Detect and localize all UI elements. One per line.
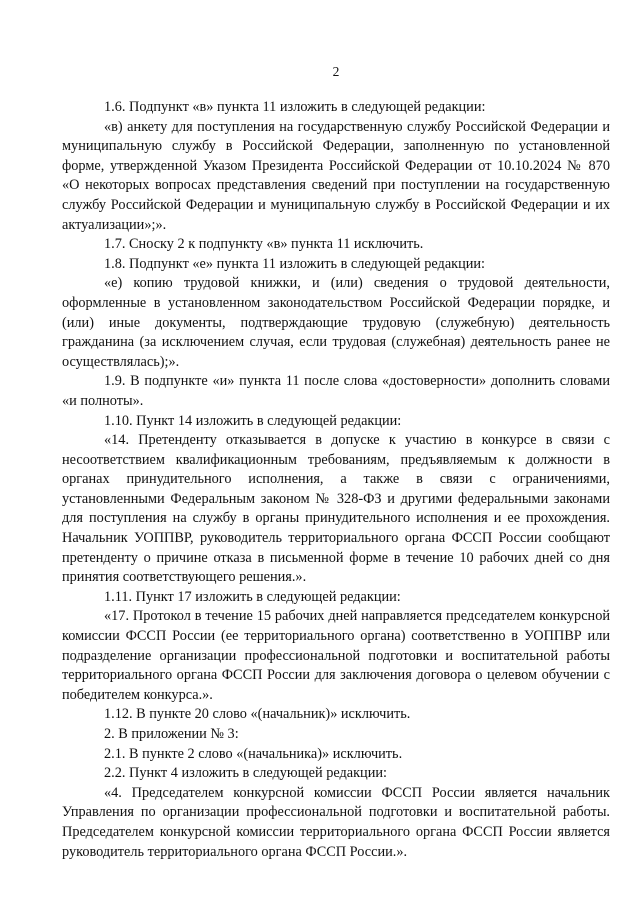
paragraph: 1.10. Пункт 14 изложить в следующей редакции: [104,412,402,429]
paragraph: 1.9. В подпункте «и» пункта 11 после слова «достоверности» дополнить словами «и полноты». [62,373,610,409]
paragraph: «14. Претенденту отказывается в допуске к участию в конкурсе в связи с несоответствием квалификационным требованиям, предъявляемым к должности в органах принудительного исполнения, а также в связи с ограничениями, установленными Федеральным законом № 328-ФЗ и другими федеральными законами для поступления на службу в органы принудительного исполнения и ее прохождения. Начальник УОППВР, руководитель территориального органа ФССП России сообщают претенденту о причине отказа в письменной форме в течение 10 рабочих дней со дня принятия соответствующего решения.». [62,432,610,586]
paragraph: 1.11. Пункт 17 изложить в следующей редакции: [104,588,401,605]
paragraph: «4. Председателем конкурсной комиссии ФССП России является начальник Управления по организации профессиональной подготовки и воспитательной работы. Председателем конкурсной комиссии территориального органа ФССП России является руководитель территориального органа ФССП России.». [62,784,610,860]
paragraph: «в) анкету для поступления на государственную службу Российской Федерации и муниципальную службу в Российской Федерации, заполненную по установленной форме, утвержденной Указом Президента Российской Федерации от 10.10.2024 № 870 «О некоторых вопросах представления сведений при поступлении на государственную службу Российской Федерации и муниципальную службу в Российской Федерации и их актуализации»;». [62,118,610,233]
paragraph: 2.2. Пункт 4 изложить в следующей редакции: [104,765,387,782]
paragraph: 1.12. В пункте 20 слово «(начальник)» исключить. [104,706,411,723]
paragraph: «е) копию трудовой книжки, и (или) сведения о трудовой деятельности, оформленные в установленном законодательством Российской Федерации порядке, и (или) иные документы, подтверждающие трудовую (служебную) деятельность гражданина (за исключением случая, если трудовая (служебная) деятельность ранее не осуществлялась);». [62,275,610,370]
paragraph: 2.1. В пункте 2 слово «(начальника)» исключить. [104,745,403,762]
document-body [62,98,610,862]
paragraph: 1.8. Подпункт «е» пункта 11 изложить в следующей редакции: [104,255,486,272]
paragraph: 2. В приложении № 3: [104,726,239,742]
page-number: 2 [332,64,340,79]
paragraph: 1.7. Сноску 2 к подпункту «в» пункта 11 исключить. [104,236,424,253]
paragraph: «17. Протокол в течение 15 рабочих дней направляется председателем конкурсной комиссии ФССП России (ее территориального органа) соответственно в УОППВР или подразделение организации профессиональной подготовки и воспитательной работы территориального органа ФССП России для заключения договора о целевом обучении с победителем конкурса.». [62,608,610,703]
paragraph: 1.6. Подпункт «в» пункта 11 изложить в следующей редакции: [104,99,486,115]
